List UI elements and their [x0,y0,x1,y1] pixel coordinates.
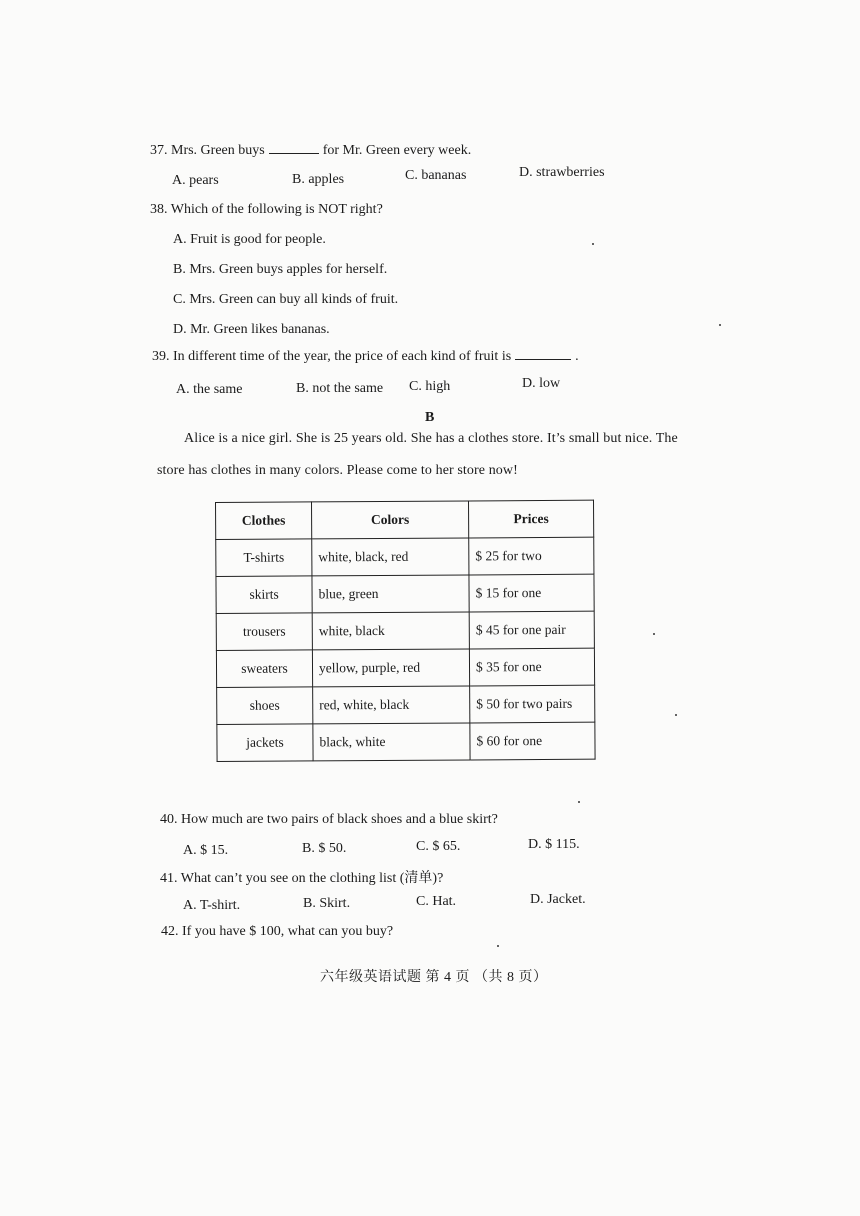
question-37-option-d: D. strawberries [519,165,605,180]
table-row [216,648,594,687]
question-39-option-d: D. low [522,376,561,391]
scan-speck [675,714,677,716]
question-38-option-a: A. Fruit is good for people. [173,232,326,247]
table-cell-clothes: T-shirts [216,539,312,577]
section-b-paragraph-line-1: Alice is a nice girl. She is 25 years old. She has a clothes store. It’s small but nice. The [184,431,678,446]
question-37-text-before: 37. Mrs. Green buys [150,143,265,158]
table-cell-colors: yellow, purple, red [312,649,469,687]
table-row [216,574,594,613]
table-header-prices: Prices [468,500,593,538]
table-row [216,611,594,650]
table-cell-clothes: sweaters [216,650,312,688]
answer-blank [269,153,319,154]
table-header-colors: Colors [312,501,469,539]
scan-speck [578,801,580,803]
question-40-option-d: D. $ 115. [528,837,580,852]
answer-blank [515,359,571,360]
question-42-stem: 42. If you have $ 100, what can you buy? [161,924,394,939]
question-37-option-c: C. bananas [405,168,467,183]
question-39-stem [152,349,579,365]
table-cell-price: $ 15 for one [469,574,594,612]
question-38-option-c: C. Mrs. Green can buy all kinds of fruit. [173,292,399,307]
question-39-option-b: B. not the same [296,381,384,396]
question-37-text-after: for Mr. Green every week. [322,143,472,158]
question-40-option-a: A. $ 15. [183,843,229,858]
section-b-paragraph-line-2: store has clothes in many colors. Please come to her store now! [157,463,518,478]
scan-speck [592,243,594,245]
table-cell-clothes: skirts [216,576,312,614]
table-cell-price: $ 50 for two pairs [470,685,595,723]
question-40-option-c: C. $ 65. [416,839,461,854]
question-41-option-c: C. Hat. [416,894,457,909]
table-cell-colors: white, black, red [312,538,469,576]
table-cell-colors: black, white [313,723,470,761]
scan-speck [653,633,655,635]
table-header-clothes: Clothes [216,502,312,540]
question-40-option-b: B. $ 50. [302,841,347,856]
question-37-stem [150,143,471,159]
table-cell-colors: white, black [312,612,469,650]
table-row [216,537,594,576]
question-39-option-a: A. the same [176,382,243,397]
scan-speck [719,324,721,326]
table-cell-colors: blue, green [312,575,469,613]
question-38-option-d: D. Mr. Green likes bananas. [173,322,330,337]
table-cell-clothes: trousers [216,613,312,651]
question-37-option-b: B. apples [292,172,345,187]
question-40-stem: 40. How much are two pairs of black shoes and a blue skirt? [160,812,498,827]
question-41-option-d: D. Jacket. [530,892,586,907]
question-38-option-b: B. Mrs. Green buys apples for herself. [173,262,388,277]
table-cell-price: $ 25 for two [469,537,594,575]
table-cell-price: $ 45 for one pair [469,611,594,649]
question-38-stem: 38. Which of the following is NOT right? [150,202,383,217]
page-footer: 六年级英语试题 第 4 页 （共 8 页） [320,970,548,985]
table-header-row [216,500,594,539]
section-b-label: B [425,410,435,425]
table-cell-clothes: jackets [217,724,313,762]
table-cell-colors: red, white, black [313,686,470,724]
clothes-price-table [215,500,596,762]
table-cell-price: $ 35 for one [469,648,594,686]
table-row [217,685,595,724]
question-41-stem: 41. What can’t you see on the clothing list (清单)? [160,871,444,886]
question-39-text-before: 39. In different time of the year, the price of each kind of fruit is [152,349,512,364]
table-cell-price: $ 60 for one [470,722,595,760]
question-41-option-a: A. T-shirt. [183,898,241,913]
table-cell-clothes: shoes [217,687,313,725]
scan-speck [497,945,499,947]
question-39-text-after: . [575,349,579,364]
question-41-option-b: B. Skirt. [303,896,351,911]
table-row [217,722,595,761]
question-37-option-a: A. pears [172,173,219,188]
question-39-option-c: C. high [409,379,451,394]
